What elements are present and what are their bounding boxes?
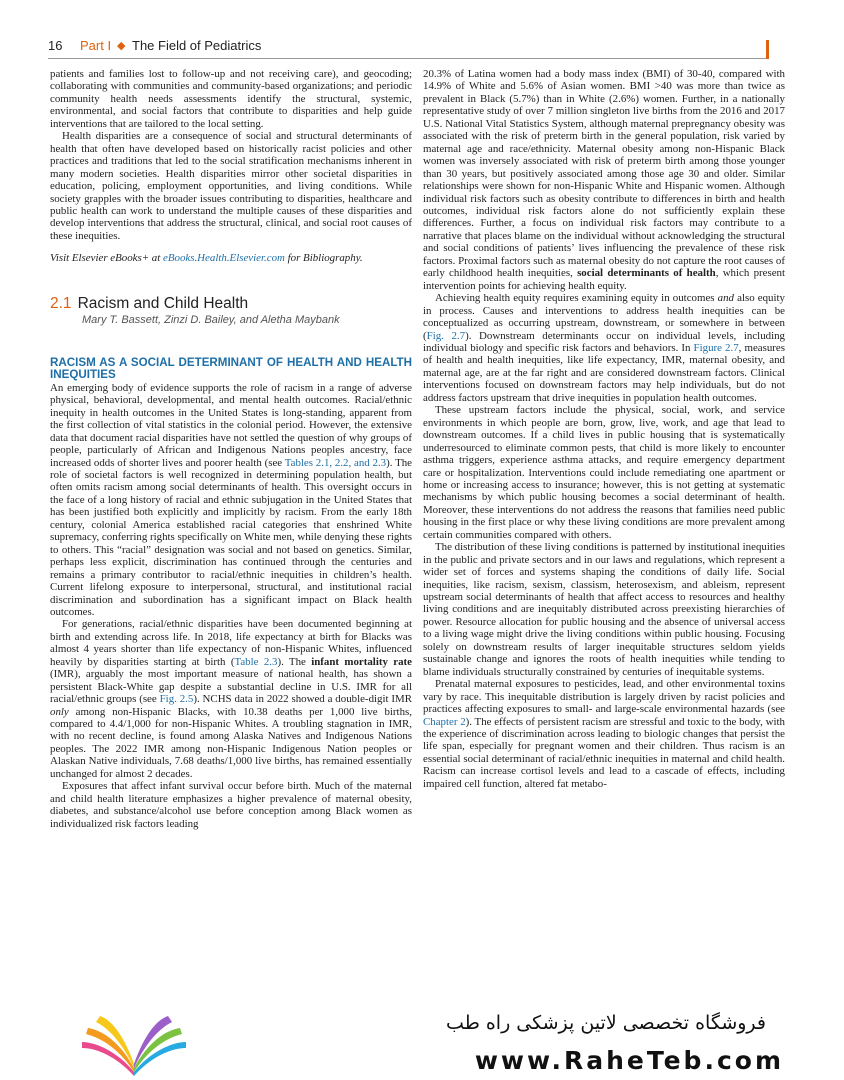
shop-name: فروشگاه تخصصی لاتین پزشکی راه طب bbox=[446, 1012, 766, 1034]
paragraph: The distribution of these living conditions is patterned by institutional inequities in the public and private sectors and in our laws and regulations, which represent a wider set of forces and systems shaping the conditions of daily life. Social inequities, like racism, sexism, classism, heterosexism, and ableism, represent upstream social determinants of health that affect access to resources and healthy living conditions and are inequitably distributed across preexisting hierarchies of power. Resource allocation for public housing and the absence of universal access to a living wage might drive the living conditions within public housing. Focusing solely on downstream results of larger inequitable structures seldom yields sustainable change and ignores the roots of health inequities while tending to blame individuals structurally constrained by centuries of inequitable systems. bbox=[423, 541, 785, 678]
paragraph: These upstream factors include the physical, social, work, and service environments in which people are born, grow, live, work, and age that lead to downstream outcomes. If a child lives in public housing that is systematically underresourced to eliminate common pests, that child is more likely to encounter asthma triggers, experience asthma attacks, and require emergency department care or hospitalization. Interventions could include remediating one apartment or home or increasing access to insurance; however, this is not getting at systematic mechanisms by which public housing becomes a social determinant of health. Moreover, these interventions do not address the reasons that families need public housing in the first place or why these living conditions are more prevalent among certain communities compared with others. bbox=[423, 404, 785, 541]
chapter-2-link[interactable]: Chapter 2 bbox=[423, 715, 466, 728]
section-heading bbox=[50, 295, 412, 313]
running-header bbox=[48, 38, 820, 58]
fig-2-7-link[interactable]: Fig. 2.7 bbox=[426, 329, 466, 342]
right-column bbox=[423, 68, 785, 790]
header-section-title: The Field of Pediatrics bbox=[132, 38, 262, 53]
tables-link[interactable]: Tables 2.1, 2.2, and 2.3 bbox=[284, 456, 387, 469]
paragraph: Prenatal maternal exposures to pesticides, lead, and other environmental toxins vary by race. This inequitable distribution is largely driven by racist policies and practices affecting exposures to small- and large-scale environmental hazards (see Chapter 2). The effects of persistent racism are stressful and toxic to the body, with the experience of discrimination across leading to biologic changes that persist the life span, especially for pregnant women and their children. Thus racism is an essential social determinant of racial/ethnic inequities in maternal and child health. Racism can increase cortisol levels and lead to a cascade of effects, including impaired cell function, altered fat metabo- bbox=[423, 678, 785, 790]
paragraph: 20.3% of Latina women had a body mass index (BMI) of 30-40, compared with 14.9% of White and 5.6% of Asian women. BMI >40 was more than twice as prevalent in Black (5.7%) than in White (2.6%) women. Further, in a nationally representative study of over 7 million singleton live births from the 2016 and 2017 U.S. National Vital Statistics System, although maternal prepregnancy obesity was associated with the risk of preterm birth in the general population, risk varied by maternal age and race/ethnicity. Maternal obesity among non-Hispanic Black women was inversely associated with risk of preterm birth among those younger than 30 years, but positively associated among those age 30 and older. Similar relationships were shown for non-Hispanic White and Hispanic women. Although individual risk factors such as obesity contribute to differences in birth and health outcomes, individual risk factors alone do not sufficiently explain these differences. Further, a focus on individual risk factors may contribute to a narrative that places blame on the individual without acknowledging the structural and social conditions of patients’ lives influencing the prevalence of these risk factors. Proximal factors such as maternal obesity do not capture the root causes of early childhood health inequities, social determinants of health, which present intervention points for achieving health equity. bbox=[423, 68, 786, 292]
website-url: www.RaheTeb.com bbox=[474, 1046, 784, 1075]
book-logo-icon bbox=[78, 1012, 190, 1078]
ebooks-link[interactable]: eBooks.Health.Elsevier.com bbox=[163, 252, 285, 265]
fig-2-5-link[interactable]: Fig. 2.5 bbox=[159, 693, 194, 706]
header-accent-tab bbox=[766, 40, 769, 59]
paragraph: For generations, racial/ethnic disparities have been documented beginning at birth and extending across life. In 2018, life expectancy at birth for Blacks was almost 4 years shorter than life expectancy of non-Hispanic Whites, influenced heavily by disparities starting at birth (Table 2.3). The infant mortality rate (IMR), arguably the most important measure of national health, has shown a persistent Black-White gap despite a substantial decline in U.S. IMR for all racial/ethnic groups (see Fig. 2.5). NCHS data in 2022 showed a double-digit IMR only among non-Hispanic Blacks, with 10.38 deaths per 1,000 live births, compared to 4.4/1,000 for non-Hispanic Whites. A troubling stagnation in IMR, with no recent decline, is found among Alaska Natives and Indigenous Nations peoples. The 2022 IMR among non-Hispanic Indigenous Nation peoples or Alaskan Native individuals, 7.68 deaths/1,000 live births, has remained essentially unchanged for almost 2 decades. bbox=[50, 618, 412, 780]
part-label: Part I bbox=[80, 38, 112, 53]
section-title: Racism and Child Health bbox=[77, 294, 249, 312]
paragraph: An emerging body of evidence supports the role of racism in a range of adverse physical, behavioral, developmental, and mental health outcomes. Racial/ethnic inequity in health outcomes in the United States is long-standing, apparent from the first collection of vital statistics in the colonial period. However, the extensive data that document racial disparities have not settled the question of why groups of people, particularly of African and Indigenous Nations peoples ancestry, face increased odds of shorter lives and poorer health (see Tables 2.1, 2.2, and 2.3). The role of societal factors is well recognized in determining population health, but often omits racism among social determinants of health. This oversight occurs in the face of a long history of racial and ethnic subjugation in the United States that has been justified both explicitly and implicitly by racism. From the early 18th century, colonial America established racial categories that enshrined White supremacy, conferring rights specifically on White men, while denying these rights to others. This “racial” designation was social and not based on genetics. Similar, perhaps less explicit, discrimination has continued through the centuries and remains a primary contributor to racial/ethnic inequities in children’s health. Current lifelong exposure to interpersonal, structural, and institutional racial discrimination and subordination has a significant impact on Black health outcomes. bbox=[50, 381, 413, 618]
figure-2-7-link[interactable]: Figure 2.7 bbox=[693, 341, 739, 354]
section-number: 2.1 bbox=[50, 294, 72, 312]
bibliography-note: Visit Elsevier eBooks+ at eBooks.Health.Elsevier.com for Bibliography. bbox=[50, 252, 363, 265]
diamond-separator: ◆ bbox=[117, 40, 126, 52]
paragraph: patients and families lost to follow-up and not receiving care), and geocoding; collaborating with communities and community-based organizations; and periodic community health needs assessments identify the structural, systemic, environmental, and social factors that contribute to disparities and help guide interventions that are tailored to the local setting. bbox=[50, 68, 412, 130]
header-rule bbox=[48, 58, 768, 59]
subsection-heading: RACISM AS A SOCIAL DETERMINANT OF HEALTH AND HEALTH INEQUITIES bbox=[50, 355, 412, 382]
paragraph: Exposures that affect infant survival occur before birth. Much of the maternal and child health literature emphasizes a higher prevalence of maternal obesity, diabetes, and substance/alcohol use before conception among Black women as individualized risk factors leading bbox=[50, 780, 412, 830]
authors: Mary T. Bassett, Zinzi D. Bailey, and Aletha Maybank bbox=[82, 313, 340, 326]
table-2-3-link[interactable]: Table 2.3 bbox=[234, 655, 278, 668]
page-number: 16 bbox=[48, 38, 63, 53]
paragraph: Health disparities are a consequence of social and structural determinants of health that often have developed based on historically racist policies and other practices and traditions that led to the social stratification mechanisms inherent in many modern societies. Health disparities mirror other societal disparities in education, policing, employment opportunities, and living conditions. While society grapples with the broader issues contributing to disparities, healthcare and public health can work to understand the multiple causes of these disparities and develop interventions that address the structural, clinical, and social root causes of these inequities. bbox=[50, 130, 412, 242]
left-column bbox=[50, 68, 412, 830]
paragraph: Achieving health equity requires examining equity in outcomes and also equity in process. Causes and interventions to address health inequities can be conceptualized as occurring upstream, downstream, or somewhere in between (Fig. 2.7). Downstream determinants occur on individual levels, including individual biology and specific risk factors and behaviors. In Figure 2.7, measures of health and health inequities, like life expectancy, IMR, maternal obesity, and maternal age, are at the far right and are considered downstream factors. Clinical interventions focused on downstream factors may help individuals, but do not address factors upstream that drive inequities in population health outcomes. bbox=[423, 292, 786, 404]
